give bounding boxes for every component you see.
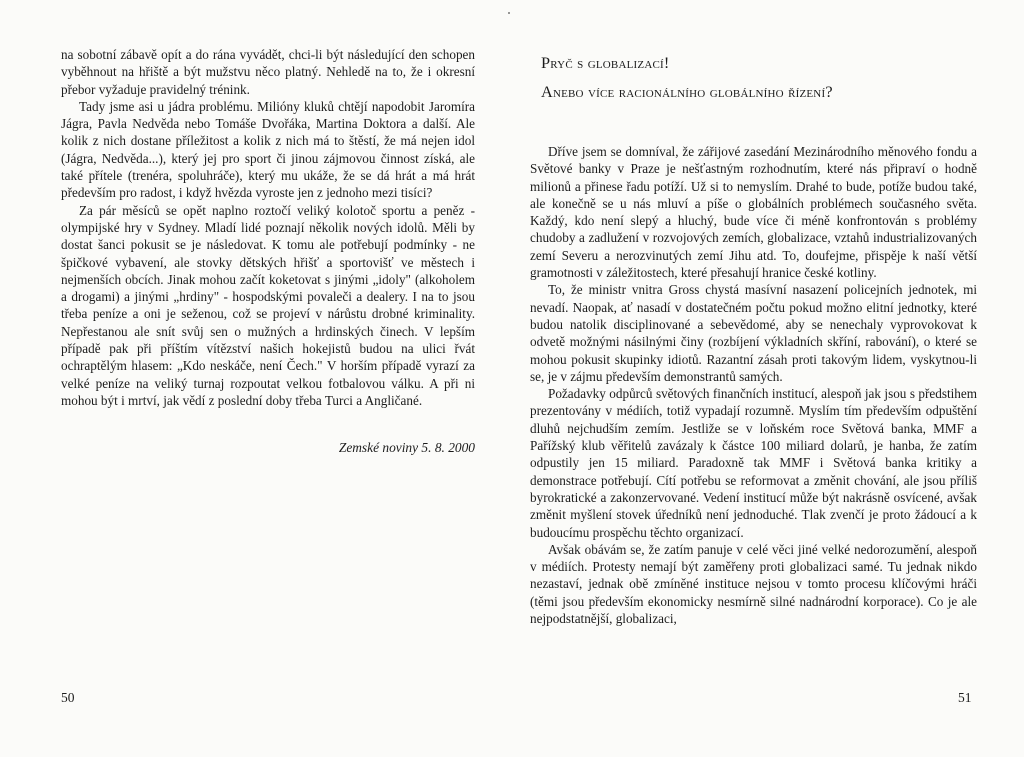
source-signature: Zemské noviny 5. 8. 2000 [338, 440, 475, 455]
paragraph: Dříve jsem se domníval, že zářijové zasedání Mezinárodního měnového fondu a Světové banky v Praze je nešťastným rozhodnutím, které nás připraví o hodně milionů a přinese řadu potíží. Už si to nemyslím. Drahé to bude, potíže budou také, ale konečně se u nás mluví a píše o globálních problémech současného světa. Každý, kdo není slepý a hluchý, bude více či méně konfrontován s problémy chudoby a zadlužení v rozvojových zemích, globalizace, vztahů industrializovaných zemí Severu a nerozvinutých zemí Jihu atd. To, doufejme, přispěje k naší větší gramotnosti v záležitostech, které přesahují hranice české kotliny. [530, 144, 977, 281]
right-page [512, 0, 1024, 757]
page-number-left: 50 [61, 690, 75, 705]
right-page-text [530, 143, 977, 627]
heading-line-1: Pryč s globalizací! [541, 53, 670, 72]
paragraph: na sobotní zábavě opít a do rána vyvádět, chci-li být následující den schopen vyběhnout na hřiště a být mužstvu něco platný. Nehledě na to, že i okresní přebor vyžaduje pravidelný trénink. [61, 47, 475, 97]
paragraph: Tady jsme asi u jádra problému. Milióny kluků chtějí napodobit Jaromíra Jágra, Pavla Nedvěda nebo Tomáše Dvořáka, Martina Doktora a další. Ale kolik z nich dostane příležitost a kolik z nich má to štěstí, že má nejen idol (Jágra, Nedvěda...), který jej pro sport či jinou zájmovou činnost získá, ale také přítele (trenéra, spoluhráče), který mu ukáže, že se dá hrát a má hrát především pro radost, i když hvězda vyroste jen z jednoho mezi tisíci? [61, 98, 475, 201]
paragraph: Za pár měsíců se opět naplno roztočí veliký kolotoč sportu a peněz - olympijské hry v Sydney. Mladí lidé poznají několik nových idolů. Měli by dostat šanci pokusit se je následovat. K tomu ale potřebují podmínky - ne špičkové vybavení, ale stovky dětských hřišť a sportovišť ve městech i nejmenších obcích. Jinak mohou začít koketovat s jinými „idoly" (alkoholem a drogami) a jinými „hrdiny" - hospodskými povaleči a dealery. I na to jsou třeba peníze a oni je seženou, což se projeví v nárůstu drobné kriminality. Nepřestanou ale snít svůj sen o mužných a hrdinských činech. V lepším případě pak při příštím vítězství našich hokejistů budou na ulici řvát ochraptělým hlasem: „Kdo neskáče, není Čech." V horším případě vyrazí za velké peníze na veliký turnaj rozpoutat velkou fotbalovou válku. A při ni mohou být i mrtví, jak vědí z poslední doby třeba Turci a Angličané. [61, 202, 475, 408]
heading-line-2: Anebo více racionálního globálního řízení? [541, 82, 833, 101]
article-heading [541, 48, 981, 106]
paragraph: To, že ministr vnitra Gross chystá masívní nasazení policejních jednotek, mi nevadí. Naopak, ať nasadí v dostatečném počtu pokud možno elitní jednotky, které budou natolik disciplinované a sebevědomé, aby se nenechaly vyprovokovat k odvetě možnými násilnými činy (rozbíjení výkladních skříní, rabování), o které se mohou pokusit skupinky idiotů. Razantní zásah proti takovým lidem, vyskytnou-li se, je v zájmu především demonstrantů samých. [530, 282, 977, 384]
page-number-right: 51 [958, 690, 972, 705]
paragraph: Avšak obávám se, že zatím panuje v celé věci jiné velké nedorozumění, alespoň v médiích. Protesty nemají být zaměřeny proti globalizaci samé. Tu jednak nikdo nezastaví, jednak obě zmíněné instituce nejsou v tomto procesu klíčovými hráči (těmi jsou především ekonomicky nesmírně silné nadnárodní korporace). Co je ale nejpodstatnější, globalizaci, [530, 541, 977, 627]
left-page-text [61, 46, 475, 409]
paragraph: Požadavky odpůrců světových finančních institucí, alespoň jak jsou s předstihem prezentovány v médiích, totiž vypadají rozumně. Myslím tím především odpuštění dluhů nejchudším zemím. Jestliže se v loňském roce Světová banka, MMF a Pařížský klub věřitelů zavázaly k částce 100 miliard dolarů, je hanba, že zatím odpustily jen 15 miliard. Paradoxně tak MMF i Světová banka kritiky a demonstrace potřebují. Cítí potřebu se reformovat a změnit chování, ale jsou příliš byrokratické a zakonzervované. Vedení institucí může být nakrásně osvícené, avšak změnit myšlení stovek úředníků není jednoduché. Tlak zvenčí je proto žádoucí a k budoucímu prospěchu těchto organizací. [530, 386, 977, 540]
